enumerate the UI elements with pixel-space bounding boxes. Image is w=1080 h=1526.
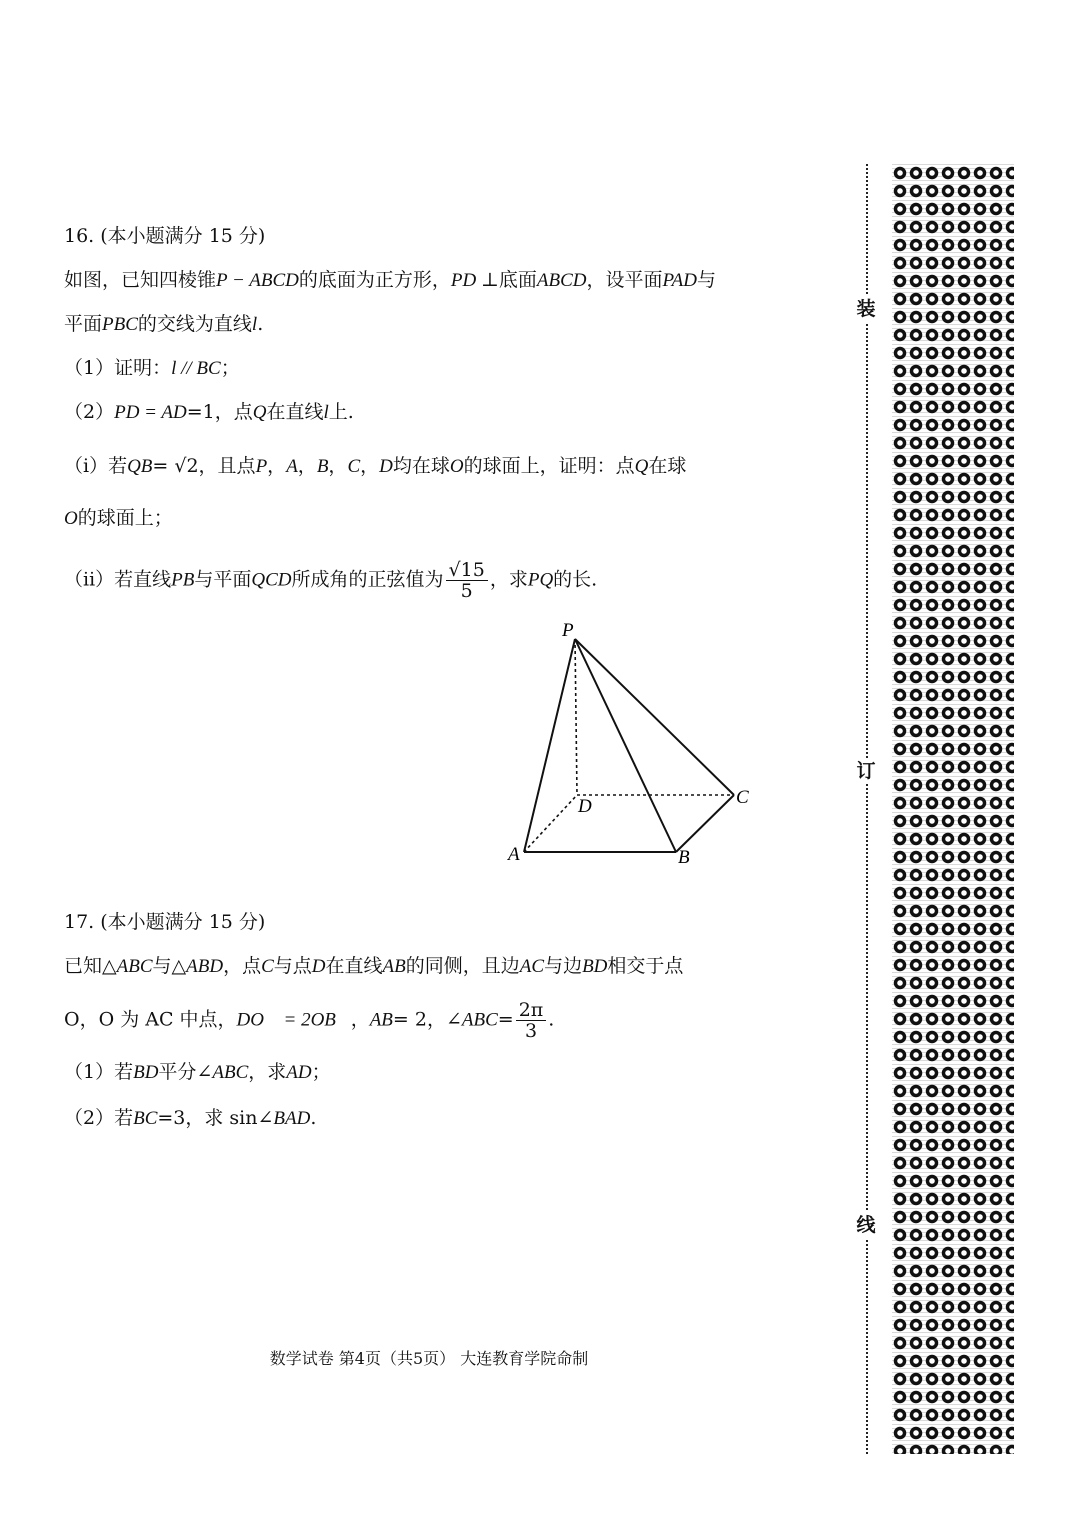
q16-stem-line2: 平面PBC的交线为直线l.: [64, 313, 264, 335]
q16-part1: （1）证明：l // BC；: [64, 357, 240, 379]
q16-part2-ii: （ⅱ）若直线PB与平面QCD所成角的正弦值为 $\frac{√15}{5}$ ，求PQ的长.: [64, 559, 598, 602]
q17-part2: （2）若BC=3，求 sin∠BAD.: [64, 1107, 317, 1129]
edge-PB: [575, 639, 676, 852]
binding-char-ding: 订: [856, 760, 876, 782]
edge-PD-hidden: [575, 639, 577, 795]
binding-char-xian: 线: [856, 1214, 876, 1236]
q16-stem-line1: 如图，已知四棱锥P − ABCD的底面为正方形，PD ⊥底面ABCD，设平面PAD与: [64, 269, 716, 291]
label-P: P: [562, 620, 574, 641]
security-pattern-strip: [892, 164, 1020, 1454]
binding-char-zhuang: 装: [856, 298, 876, 320]
binding-dotted-line: [866, 164, 868, 1454]
page-footer: 数学试卷 第4页（共5页） 大连教育学院命制: [269, 1349, 589, 1368]
pyramid-figure: [500, 615, 770, 875]
q17-header: 17. (本小题满分 15 分): [64, 911, 266, 933]
label-A: A: [508, 844, 520, 865]
q16-header: 16. (本小题满分 15 分): [64, 225, 266, 247]
edge-PA: [524, 639, 575, 852]
label-B: B: [678, 847, 690, 868]
q16-part2-i: （ⅰ）若QB= √2，且点P，A，B，C，D均在球O的球面上，证明：点Q在球: [64, 455, 687, 477]
fraction-2pi-over-3: $\frac{2\pi}{3}$: [516, 1000, 547, 1041]
label-C: C: [736, 787, 749, 808]
q17-stem-line2: O，O 为 AC 中点，DO⃗ = 2OB⃗，AB= 2，∠ABC= $\frac{2\pi}{3}$ .: [64, 999, 555, 1042]
binding-margin: [858, 164, 1020, 1454]
edge-PC: [575, 639, 734, 795]
q17-part1: （1）若BD平分∠ABC，求AD；: [64, 1061, 331, 1083]
q17-stem-line1: 已知△ABC与△ABD，点C与点D在直线AB的同侧，且边AC与边BD相交于点: [64, 955, 684, 977]
edge-BC: [676, 795, 734, 852]
label-D: D: [578, 796, 592, 817]
q16-part2-i-cont: O的球面上；: [64, 507, 173, 529]
fraction-sqrt15-over-5: $\frac{√15}{5}$: [446, 560, 488, 601]
q16-part2: （2）PD = AD=1，点Q在直线l上.: [64, 401, 354, 423]
edge-AD-hidden: [524, 795, 577, 852]
